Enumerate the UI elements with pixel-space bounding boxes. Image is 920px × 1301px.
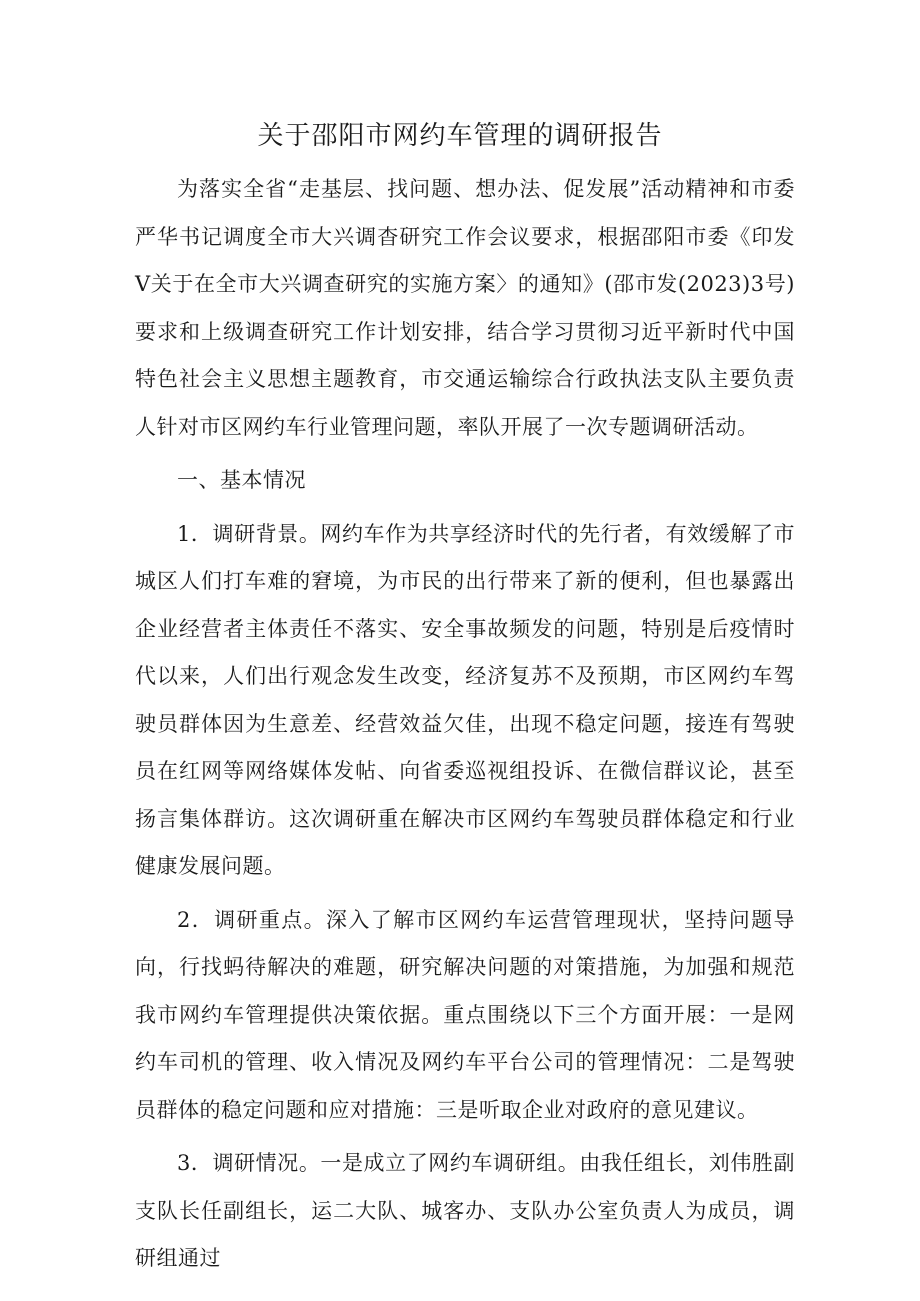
item-paragraph-background: 1．调研背景。网约车作为共享经济时代的先行者，有效缓解了市城区人们打车难的窘境，为市民的出行带来了新的便利，但也暴露出企业经营者主体责任不落实、安全事故频发的问题，特别是后疫情时代以来，人们出行观念发生改变，经济复苏不及预期，市区网约车驾驶员群体因为生意差、经营效益欠佳，出现不稳定问题，接连有驾驶员在红网等网络媒体发帖、向省委巡视组投诉、在微信群议论，甚至扬言集体群访。这次调研重在解决市区网约车驾驶员群体稳定和行业健康发展问题。 <box>135 521 795 878</box>
document-body <box>135 166 795 1283</box>
item-paragraph-focus: 2．调研重点。深入了解市区网约车运营管理现状，坚持问题导向，行找蚂待解决的难题，研究解决问题的对策措施，为加强和规范我市网约车管理提供决策依据。重点围绕以下三个方面开展：一是网约车司机的管理、收入情况及网约车平台公司的管理情况：二是驾驶员群体的稳定问题和应对措施：三是听取企业对政府的意见建议。 <box>135 907 795 1122</box>
document-title: 关于邵阳市网约车管理的调研报告 <box>257 121 663 151</box>
section-heading-basic: 一、基本情况 <box>177 468 306 492</box>
intro-paragraph: 为落实全省“走基层、找问题、想办法、促发展”活动精神和市委严华书记调度全市大兴调杳研究工作会议要求，根据邵阳市委《印发V关于在全市大兴调查研究的实施方案〉的通知》(邵市发(2023)3号)要求和上级调查研究工作计划安排，结合学习贯彻习近平新时代中国特色社会主义思想主题教育，市交通运输综合行政执法支队主要负责人针对市区网约车行业管理问题，率队开展了一次专题调研活动。 <box>135 177 795 439</box>
item-paragraph-status: 3．调研情况。一是成立了网约车调研组。由我任组长，刘伟胜副支队长任副组长，运二大队、城客办、支队办公室负责人为成员，调研组通过 <box>135 1151 795 1270</box>
